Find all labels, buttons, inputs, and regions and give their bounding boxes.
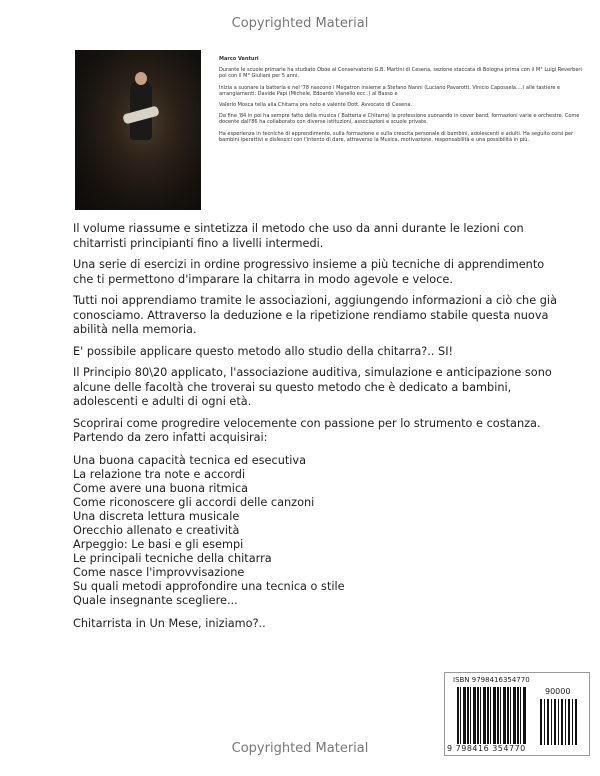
intro-line: Partendo da zero infatti acquisirai: xyxy=(73,431,268,444)
list-item: Come riconoscere gli accordi delle canzoni xyxy=(73,495,315,509)
bio-paragraph: Durante le scuole primarie ha studiato Oboe al Conservatorio G.B. Martini di Cesena, sezione staccata di Bologna prima con il M° Luigi Reverberi poi con il M° Giuliani per 5 anni. xyxy=(219,67,582,80)
blurb-paragraph: Il Principio 80\20 applicato, l'associazione auditiva, simulazione e anticipazione sono alcune delle facoltà che troverai su questo metodo che è dedicato a bambini, adolescenti e adulti di ogni età. xyxy=(73,366,552,408)
list-item: Le principali tecniche della chitarra xyxy=(73,551,272,565)
author-photo xyxy=(75,50,201,210)
list-item: Quale insegnante scegliere... xyxy=(73,593,238,607)
barcode-bars xyxy=(457,687,527,745)
list-item: Arpeggio: Le basi e gli esempi xyxy=(73,537,244,551)
watermark-top: Copyrighted Material xyxy=(231,16,369,31)
list-item: La relazione tra note e accordi xyxy=(73,467,246,481)
bio-paragraph: Inizia a suonare la batteria e nel '78 nascono i Megatron insieme a Stefano Nanni (Luciano Pavarotti, Vinicio Capossela....) alle tastiere e arrangiamenti; Davide Papi (Michele, Edoardo Vianello ecc..) al Basso e xyxy=(219,84,561,97)
bio-paragraph: Ha esperienza in tecniche di apprendimento, sulla formazione e sulla crescita personale di bambini, adolescenti e adulti. Ha seguito corsi per bambini iperattivi e dislessici con l'intento di dare, attraverso la Musica, motivazione, responsabilità e una possibilità in più. xyxy=(219,130,574,143)
barcode-digits: 9 798416 354770 xyxy=(447,744,526,753)
addon-bars xyxy=(540,699,578,745)
blurb-paragraph: Il volume riassume e sintetizza il metodo che uso da anni durante le lezioni con chitarristi principianti fino a livelli intermedi. xyxy=(73,222,524,250)
skills-list xyxy=(73,454,563,608)
blurb-paragraph: Tutti noi apprendiamo tramite le associazioni, aggiungendo informazioni a ciò che già conosciamo. Attraverso la deduzione e la ripetizione rendiamo stabile questa nuova abilità nella memoria. xyxy=(73,294,557,336)
intro-line: Scoprirai come progredire velocemente con passione per lo strumento e costanza. xyxy=(73,416,541,430)
author-name: Marco Venturi xyxy=(219,56,259,62)
bio-paragraph: Valerio Mosca tella alla Chitarra ora noto e valente Dott. Avvocato di Cesena. xyxy=(219,102,413,109)
author-bio xyxy=(219,56,589,148)
list-item: Una discreta lettura musicale xyxy=(73,509,240,523)
price-code: 90000 xyxy=(545,687,571,696)
list-item: Su quali metodi approfondire una tecnica o stile xyxy=(73,579,345,593)
list-item: Come nasce l'improvvisazione xyxy=(73,565,245,579)
list-item: Una buona capacità tecnica ed esecutiva xyxy=(73,453,307,467)
closing-line: Chitarrista in Un Mese, iniziamo?.. xyxy=(73,616,266,630)
bio-paragraph: Da fine '84 in poi ha sempre fatto della musica ( Batteria e Chitarra) la professione suonando in cover band, formazioni varie e orchestre. Come docente dall'86 ha collaborato con diverse istituzioni, associazioni e scuole private. xyxy=(219,113,580,126)
list-item: Come avere una buona ritmica xyxy=(73,481,249,495)
list-item: Orecchio allenato e creatività xyxy=(73,523,240,537)
blurb-paragraph: E' possibile applicare questo metodo allo studio della chitarra?.. SI! xyxy=(73,344,454,358)
isbn-label: ISBN 9798416354770 xyxy=(453,676,530,684)
blurb-paragraph: Una serie di esercizi in ordine progressivo insieme a più tecniche di apprendimento che ti permettono d'imparare la chitarra in modo agevole e veloce. xyxy=(73,258,545,286)
blurb xyxy=(73,222,563,638)
watermark-bottom: Copyrighted Material xyxy=(231,741,369,756)
